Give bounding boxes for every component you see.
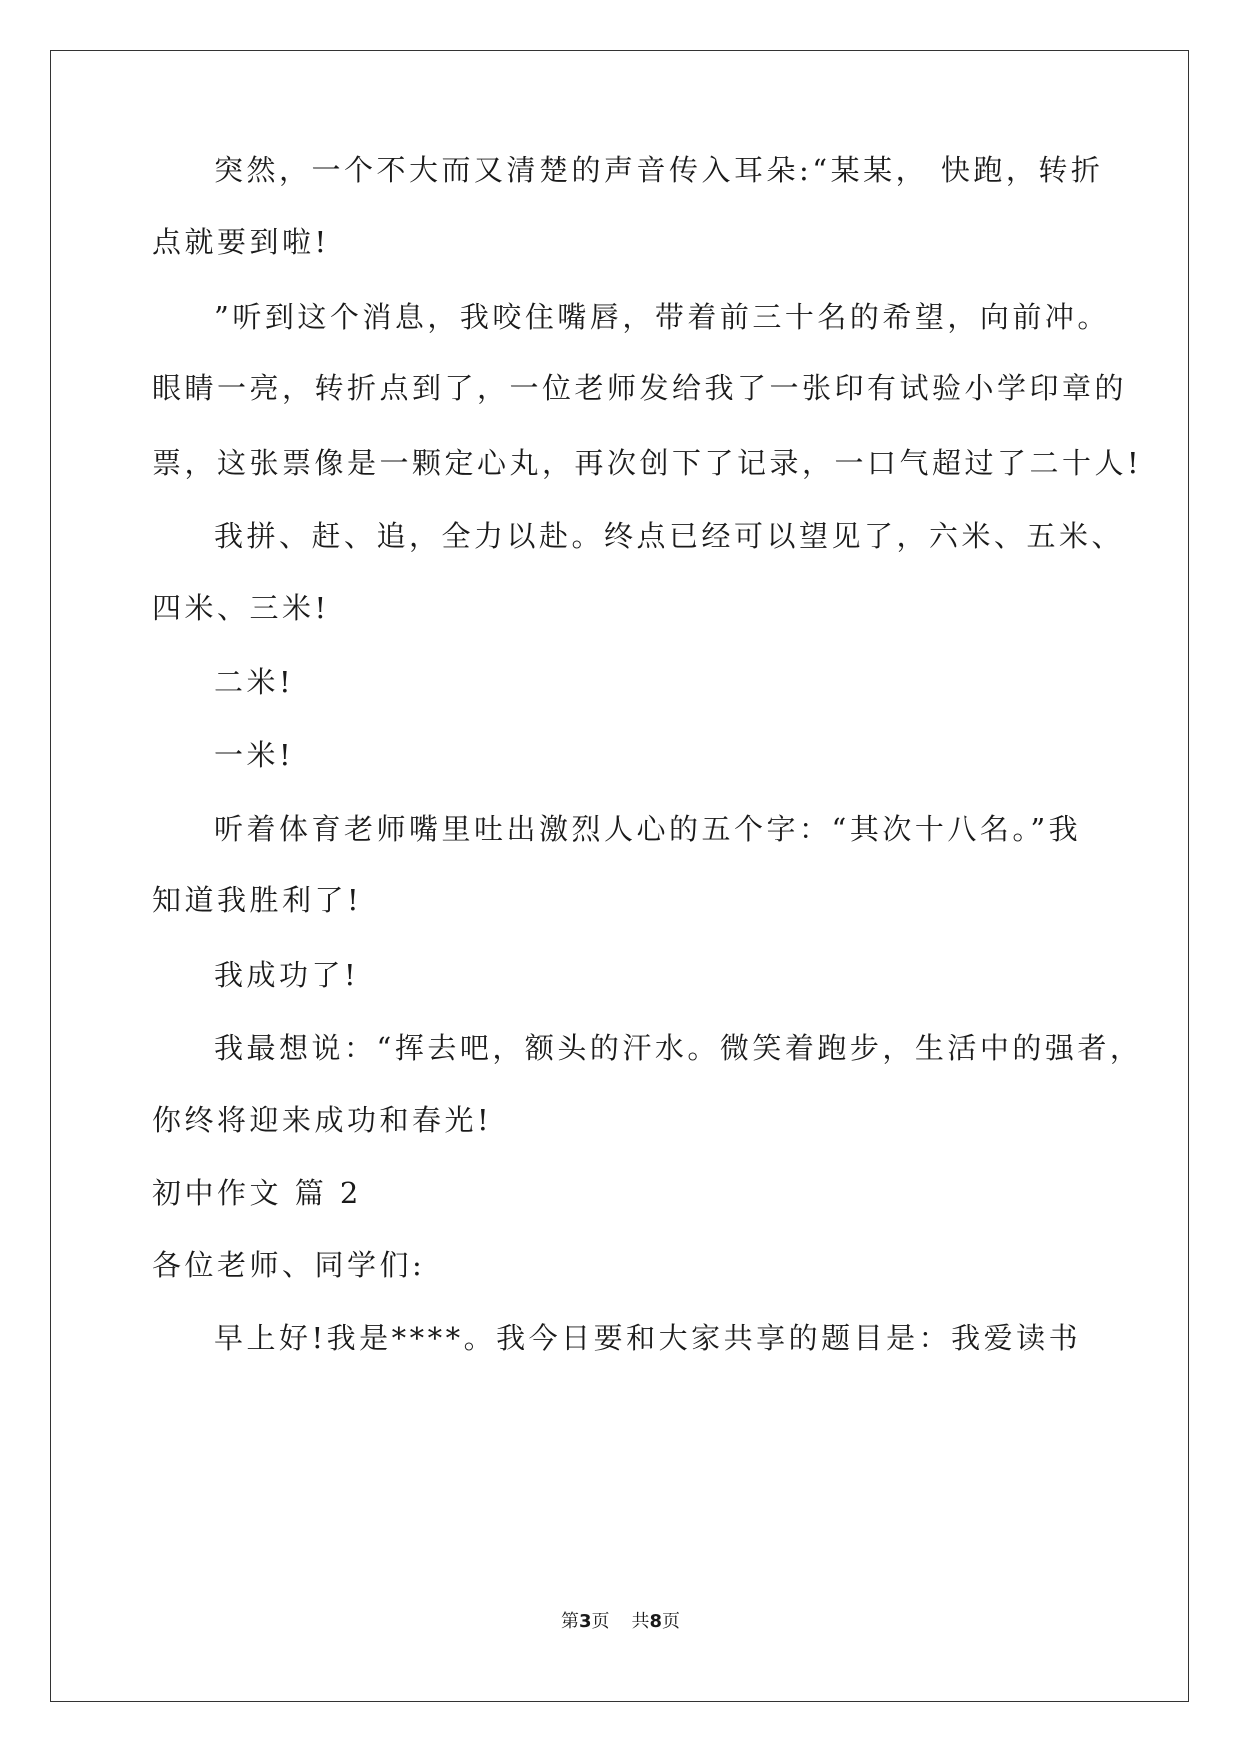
text-line: 一米! — [214, 738, 295, 772]
text-line: 我成功了! — [214, 958, 360, 992]
footer-page-total: 8 — [649, 1611, 663, 1632]
text-line: 突然，一个不大而又清楚的声音传入耳朵:“某某， 快跑，转折 — [214, 153, 1104, 187]
text-line: 我最想说：“挥去吧，额头的汗水。微笑着跑步，生活中的强者， — [214, 1031, 1143, 1065]
text-line: 知道我胜利了! — [152, 883, 363, 917]
text-line: 听着体育老师嘴里吐出激烈人心的五个字：“其次十八名。”我 — [214, 812, 1082, 846]
footer-page-current: 3 — [578, 1611, 592, 1632]
text-line: 点就要到啦! — [152, 225, 330, 259]
text-line: 票，这张票像是一颗定心丸，再次创下了记录，一口气超过了二十人! — [152, 446, 1143, 480]
footer-page-prefix: 第 — [560, 1611, 579, 1632]
text-line: 眼睛一亮，转折点到了，一位老师发给我了一张印有试验小学印章的 — [152, 371, 1128, 405]
text-line: ”听到这个消息，我咬住嘴唇，带着前三十名的希望，向前冲。 — [214, 300, 1110, 334]
footer-total-prefix: 共 — [631, 1611, 650, 1632]
text-line: 我拼、赶、追，全力以赴。终点已经可以望见了，六米、五米、 — [214, 519, 1125, 553]
text-line: 你终将迎来成功和春光! — [152, 1103, 493, 1137]
page-footer — [0, 1610, 1241, 1634]
section-heading: 初中作文 篇 2 — [152, 1176, 362, 1210]
text-line: 各位老师、同学们: — [152, 1248, 426, 1282]
text-line: 二米! — [214, 665, 295, 699]
footer-total-suffix: 页 — [662, 1611, 681, 1632]
text-line: 四米、三米! — [152, 591, 330, 625]
footer-page-suffix: 页 — [591, 1611, 610, 1632]
text-line: 早上好!我是****。我今日要和大家共享的题目是：我爱读书 — [214, 1321, 1082, 1355]
